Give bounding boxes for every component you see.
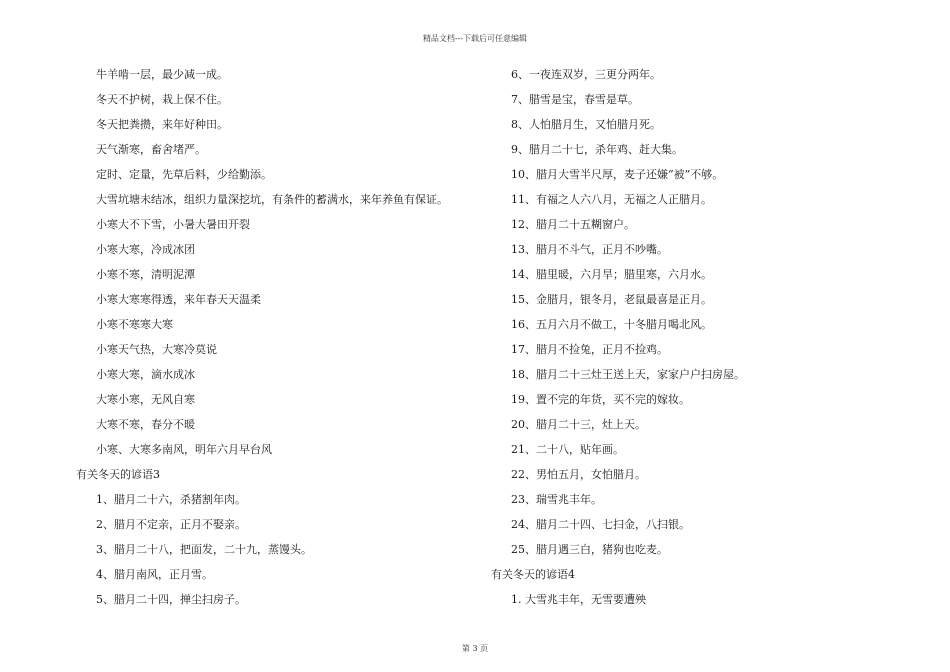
proverb-line: 12、腊月二十五糊窗户。: [511, 218, 635, 231]
left-column: [76, 66, 476, 616]
proverb-line: 小寒天气热，大寒冷莫说: [96, 343, 217, 356]
proverb-line: 7、腊雪是宝，春雪是草。: [511, 93, 639, 106]
proverb-line: 小寒大寒，冷成冰团: [96, 243, 195, 256]
proverb-line: 定时、定量，先草后料，少给勤添。: [96, 168, 272, 181]
proverb-line: 8、人怕腊月生，又怕腊月死。: [511, 118, 661, 131]
proverb-line: 小寒不寒，清明泥潭: [96, 268, 195, 281]
proverb-line: 16、五月六月不做工，十冬腊月喝北风。: [511, 318, 712, 331]
proverb-line: 10、腊月大雪半尺厚，麦子还嫌“被”不够。: [511, 168, 724, 181]
proverb-line: 13、腊月不斗气，正月不吵嘴。: [511, 243, 668, 256]
proverb-line: 大寒不寒，春分不暖: [96, 418, 195, 431]
proverb-line: 4、腊月南风，正月雪。: [96, 568, 213, 581]
proverb-line: 25、腊月遇三白，猪狗也吃麦。: [511, 543, 668, 556]
proverb-line: 15、金腊月，银冬月，老鼠最喜是正月。: [511, 293, 712, 306]
proverb-line: 小寒不寒寒大寒: [96, 318, 173, 331]
proverb-line: 21、二十八，贴年画。: [511, 443, 624, 456]
proverb-line: 6、一夜连双岁，三更分两年。: [511, 68, 661, 81]
proverb-line: 1、腊月二十六，杀猪割年肉。: [96, 493, 246, 506]
proverb-line: 大寒小寒，无风自寒: [96, 393, 195, 406]
proverb-line: 1. 大雪兆丰年，无雪要遭殃: [511, 593, 646, 606]
proverb-line: 19、置不完的年货，买不完的嫁妆。: [511, 393, 690, 406]
proverb-line: 冬天把粪攒，来年好种田。: [96, 118, 228, 131]
proverb-line: 18、腊月二十三灶王送上天，家家户户扫房屋。: [511, 368, 745, 381]
proverb-line: 17、腊月不捡兔，正月不捡鸡。: [511, 343, 668, 356]
proverb-line: 天气渐寒，畜舍堵严。: [96, 143, 206, 156]
page-header: 精品文档---下载后可任意编辑: [422, 34, 528, 43]
proverb-line: 大雪坑塘未结冰，组织力量深挖坑，有条件的蓄满水，来年养鱼有保证。: [96, 193, 448, 206]
page-number: 第 3 页: [461, 644, 489, 653]
proverb-line: 2、腊月不定亲，正月不娶亲。: [96, 518, 246, 531]
proverb-line: 小寒、大寒多南风，明年六月早台风: [96, 443, 272, 456]
proverb-line: 牛羊啃一层，最少减一成。: [96, 68, 228, 81]
section-heading: 有关冬天的谚语4: [491, 568, 575, 581]
proverb-line: 小寒大寒寒得透，来年春天天温柔: [96, 293, 261, 306]
proverb-line: 小寒大寒，滴水成冰: [96, 368, 195, 381]
section-heading: 有关冬天的谚语3: [76, 468, 160, 481]
proverb-line: 9、腊月二十七，杀年鸡、赶大集。: [511, 143, 683, 156]
proverb-line: 22、男怕五月，女怕腊月。: [511, 468, 646, 481]
proverb-line: 3、腊月二十八，把面发，二十九，蒸馒头。: [96, 543, 312, 556]
right-column: [491, 66, 931, 616]
proverb-line: 23、瑞雪兆丰年。: [511, 493, 602, 506]
proverb-line: 20、腊月二十三，灶上天。: [511, 418, 646, 431]
proverb-line: 5、腊月二十四，掸尘扫房子。: [96, 593, 246, 606]
proverb-line: 小寒大不下雪，小暑大暑田开裂: [96, 218, 250, 231]
proverb-line: 冬天不护树，栽上保不住。: [96, 93, 228, 106]
proverb-line: 11、有福之人六八月，无福之人正腊月。: [511, 193, 712, 206]
proverb-line: 24、腊月二十四、七扫金，八扫银。: [511, 518, 690, 531]
proverb-line: 14、腊里暖，六月旱；腊里寒，六月水。: [511, 268, 712, 281]
